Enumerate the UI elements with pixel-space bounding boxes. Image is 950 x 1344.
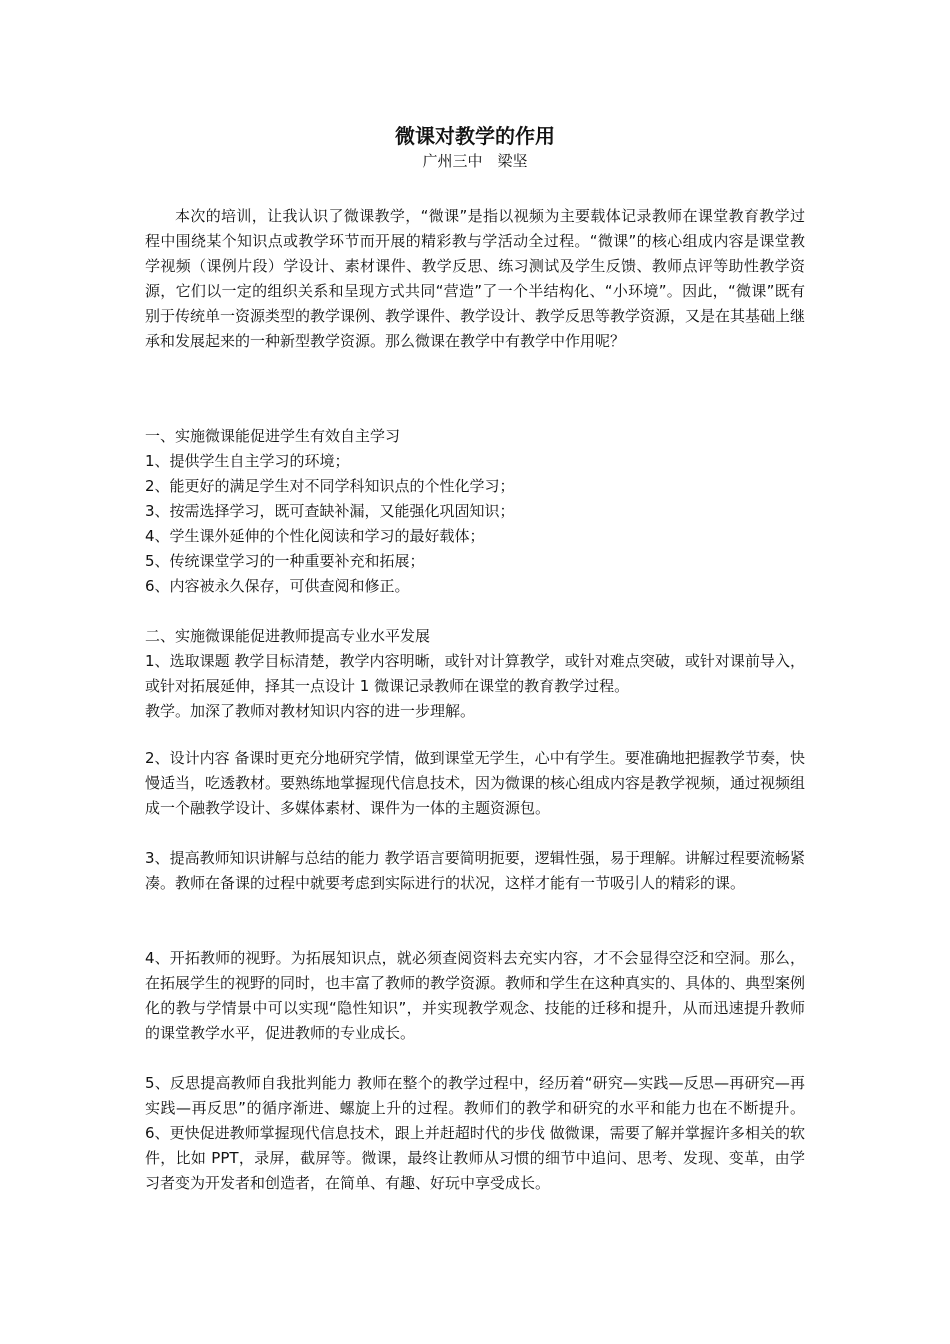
list-item: 6、内容被永久保存，可供查阅和修正。 [145,577,410,595]
intro-paragraph [145,204,805,354]
paragraph-text: 5、反思提高教师自我批判能力 教师在整个的教学过程中，经历着“研究—实践—反思—再研究—再实践—再反思”的循序渐进、螺旋上升的过程。教师们的教学和研究的水平和能力也在不断提升。6、更快促进教师掌握现代信息技术，跟上并赶超时代的步伐 做微课，需要了解并掌握许多相关的软件，比如 PPT，录屏，截屏等。微课，最终让教师从习惯的细节中追问、思考、发现、变革，由学习者变为开发者和创造者，在简单、有趣、好玩中享受成长。 [145,1074,805,1192]
section-1 [145,424,805,599]
list-item: 3、按需选择学习，既可查缺补漏，又能强化巩固知识； [145,502,515,520]
list-item: 5、传统课堂学习的一种重要补充和拓展； [145,552,425,570]
document-author: 广州三中 梁坚 [422,152,528,170]
list-item: 1、提供学生自主学习的环境； [145,452,350,470]
list-item: 4、学生课外延伸的个性化阅读和学习的最好载体； [145,527,485,545]
section-1-heading: 一、实施微课能促进学生有效自主学习 [145,427,401,445]
section-2-paragraph-3 [145,846,805,896]
section-2-paragraph-5 [145,1071,805,1196]
section-2-paragraph-2 [145,746,805,821]
list-item: 2、能更好的满足学生对不同学科知识点的个性化学习； [145,477,515,495]
section-2-heading-block [145,624,805,649]
paragraph-text: 3、提高教师知识讲解与总结的能力 教学语言要简明扼要，逻辑性强，易于理解。讲解过程要流畅紧凑。教师在备课的过程中就要考虑到实际进行的状况，这样才能有一节吸引人的精彩的课。 [145,849,805,892]
paragraph-text: 2、设计内容 备课时更充分地研究学情，做到课堂无学生，心中有学生。要准确地把握教学节奏，快慢适当，吃透教材。要熟练地掌握现代信息技术，因为微课的核心组成内容是教学视频，通过视频组成一个融教学设计、多媒体素材、课件为一体的主题资源包。 [145,749,806,817]
section-2-heading: 二、实施微课能促进教师提高专业水平发展 [145,627,431,645]
paragraph-text: 教学。加深了教师对教材知识内容的进一步理解。 [145,702,476,720]
intro-text: 本次的培训，让我认识了微课教学，“微课”是指以视频为主要载体记录教师在课堂教育教学过程中围绕某个知识点或教学环节而开展的精彩教与学活动全过程。“微课”的核心组成内容是课堂教学视频（课例片段）学设计、素材课件、教学反思、练习测试及学生反馈、教师点评等助性教学资源，它们以一定的组织关系和呈现方式共同“营造”了一个半结构化、“小环境”。因此，“微课”既有别于传统单一资源类型的教学课例、教学课件、教学设计、教学反思等教学资源，又是在其基础上继承和发展起来的一种新型教学资源。那么微课在教学中有教学中作用呢？ [145,207,806,350]
section-2-paragraph-4 [145,946,805,1046]
paragraph-text: 1、选取课题 教学目标清楚，教学内容明晰，或针对计算教学，或针对难点突破，或针对课前导入，或针对拓展延伸，择其一点设计 1 微课记录教师在课堂的教育教学过程。 [145,652,805,695]
section-2-paragraph-1 [145,649,805,724]
document-title: 微课对教学的作用 [395,124,555,148]
paragraph-text: 4、开拓教师的视野。为拓展知识点，就必须查阅资料去充实内容，才不会显得空泛和空洞。那么，在拓展学生的视野的同时，也丰富了教师的教学资源。教师和学生在这种真实的、具体的、典型案例化的教与学情景中可以实现“隐性知识”，并实现教学观念、技能的迁移和提升，从而迅速提升教师的课堂教学水平，促进教师的专业成长。 [145,949,806,1042]
